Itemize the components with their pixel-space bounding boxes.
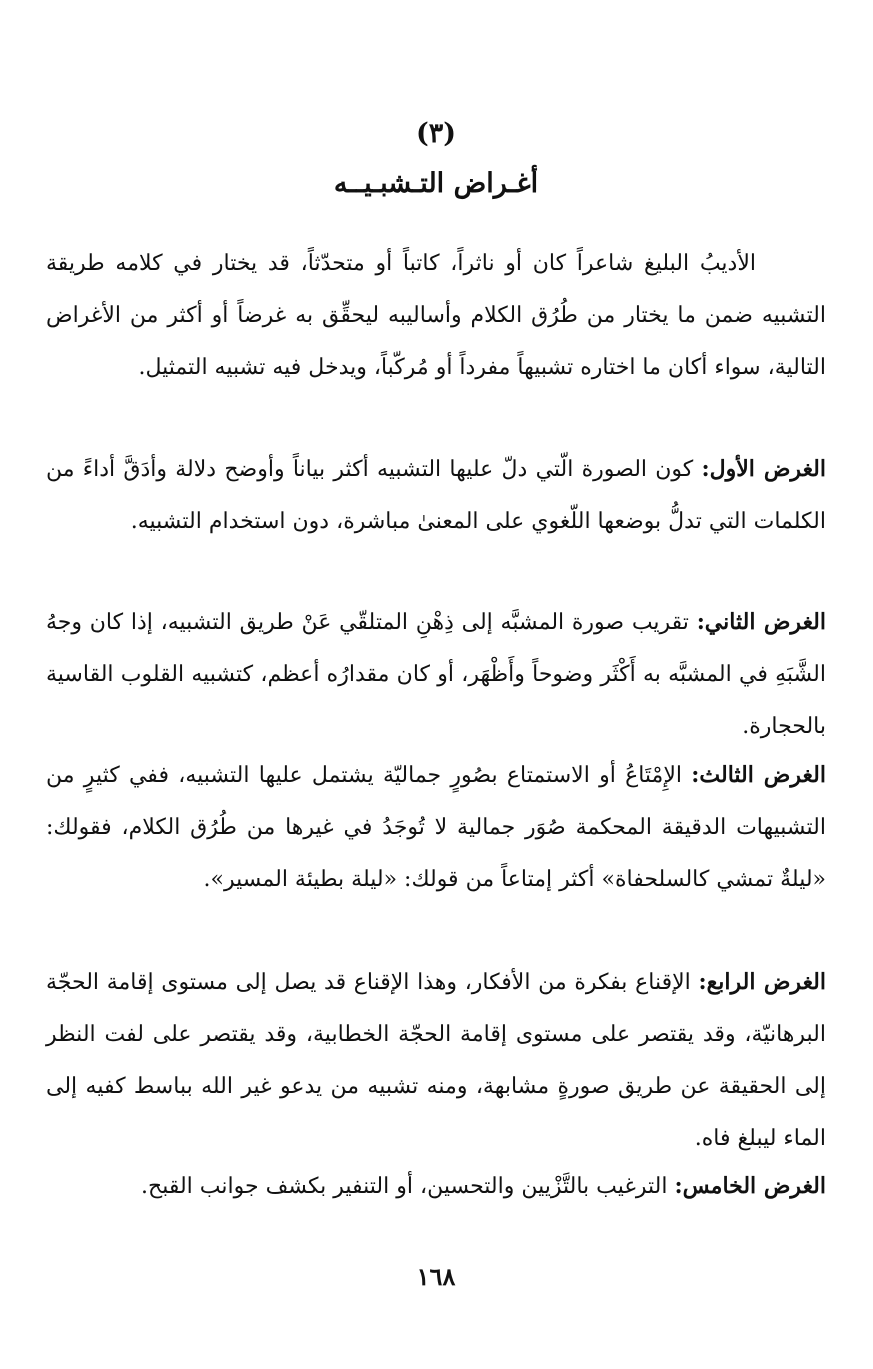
purpose-label: الغرض الثاني:: [696, 609, 827, 635]
purpose-text: الترغيب بالتَّزْيين والتحسين، أو التنفير بكشف جوانب القبح.: [141, 1174, 675, 1199]
purpose-label: الغرض الثالث:: [691, 762, 826, 788]
purpose-label: الغرض الخامس:: [674, 1173, 826, 1199]
purpose-text: الإقناع بفكرة من الأفكار، وهذا الإقناع قد يصل إلى مستوى إقامة الحجّة البرهانيّة، وقد يقتصر على مستوى إقامة الحجّة الخطابية، وقد يقتصر على لفت النظر إلى الحقيقة عن طريق صورةٍ مشابهة، ومنه تشبيه من يدعو غير الله بباسط كفيه إلى الماء ليبلغ فاه.: [46, 970, 826, 1151]
intro-paragraph: الأديبُ البليغ شاعراً كان أو ناثراً، كاتباً أو متحدّثاً، قد يختار في كلامه طريقة التشبيه ضمن ما يختار من طُرُق الكلام وأساليبه ليحقِّق به غرضاً أو أكثر من الأغراض التالية، سواء أكان ما اختاره تشبيهاً مفرداً أو مُركّباً، ويدخل فيه تشبيه التمثيل.: [46, 251, 826, 380]
purpose-paragraph-4: [46, 956, 826, 1165]
purpose-paragraph-2: [46, 596, 826, 753]
section-title: أغـراض التـشبـيــه: [333, 168, 539, 199]
book-page: [46, 0, 826, 1369]
purpose-label: الغرض الأول:: [701, 456, 827, 482]
purpose-text: تقريب صورة المشبَّه إلى ذِهْنِ المتلقّي عَنْ طريق التشبيه، إذا كان وجهُ الشَّبَهِ في المشبَّه به أَكْثَر وضوحاً وأَظْهَر، أو كان مقدارُه أعظم، كتشبيه القلوب القاسية بالحجارة.: [46, 610, 826, 739]
page-number: ١٦٨: [416, 1262, 456, 1291]
purpose-text: الإِمْتَاعُ أو الاستمتاع بصُورٍ جماليّة يشتمل عليها التشبيه، ففي كثيرٍ من التشبيهات الدقيقة المحكمة صُوَر جمالية لا تُوجَدُ في غيرها من طُرُق الكلام، فقولك: «ليلةٌ تمشي كالسلحفاة» أكثر إمتاعاً من قولك: «ليلة بطيئة المسير».: [46, 763, 826, 892]
purpose-text: كون الصورة الّتي دلّ عليها التشبيه أكثر بياناً وأوضح دلالة وأدَقَّ أداءً من الكلمات التي تدلُّ بوضعها اللّغوي على المعنىٰ مباشرة، دون استخدام التشبيه.: [46, 457, 826, 534]
purpose-paragraph-5: [46, 1160, 826, 1213]
section-number: (٣): [415, 118, 457, 149]
purpose-paragraph-1: [46, 443, 826, 548]
purpose-label: الغرض الرابع:: [698, 969, 826, 995]
purpose-paragraph-3: [46, 749, 826, 906]
